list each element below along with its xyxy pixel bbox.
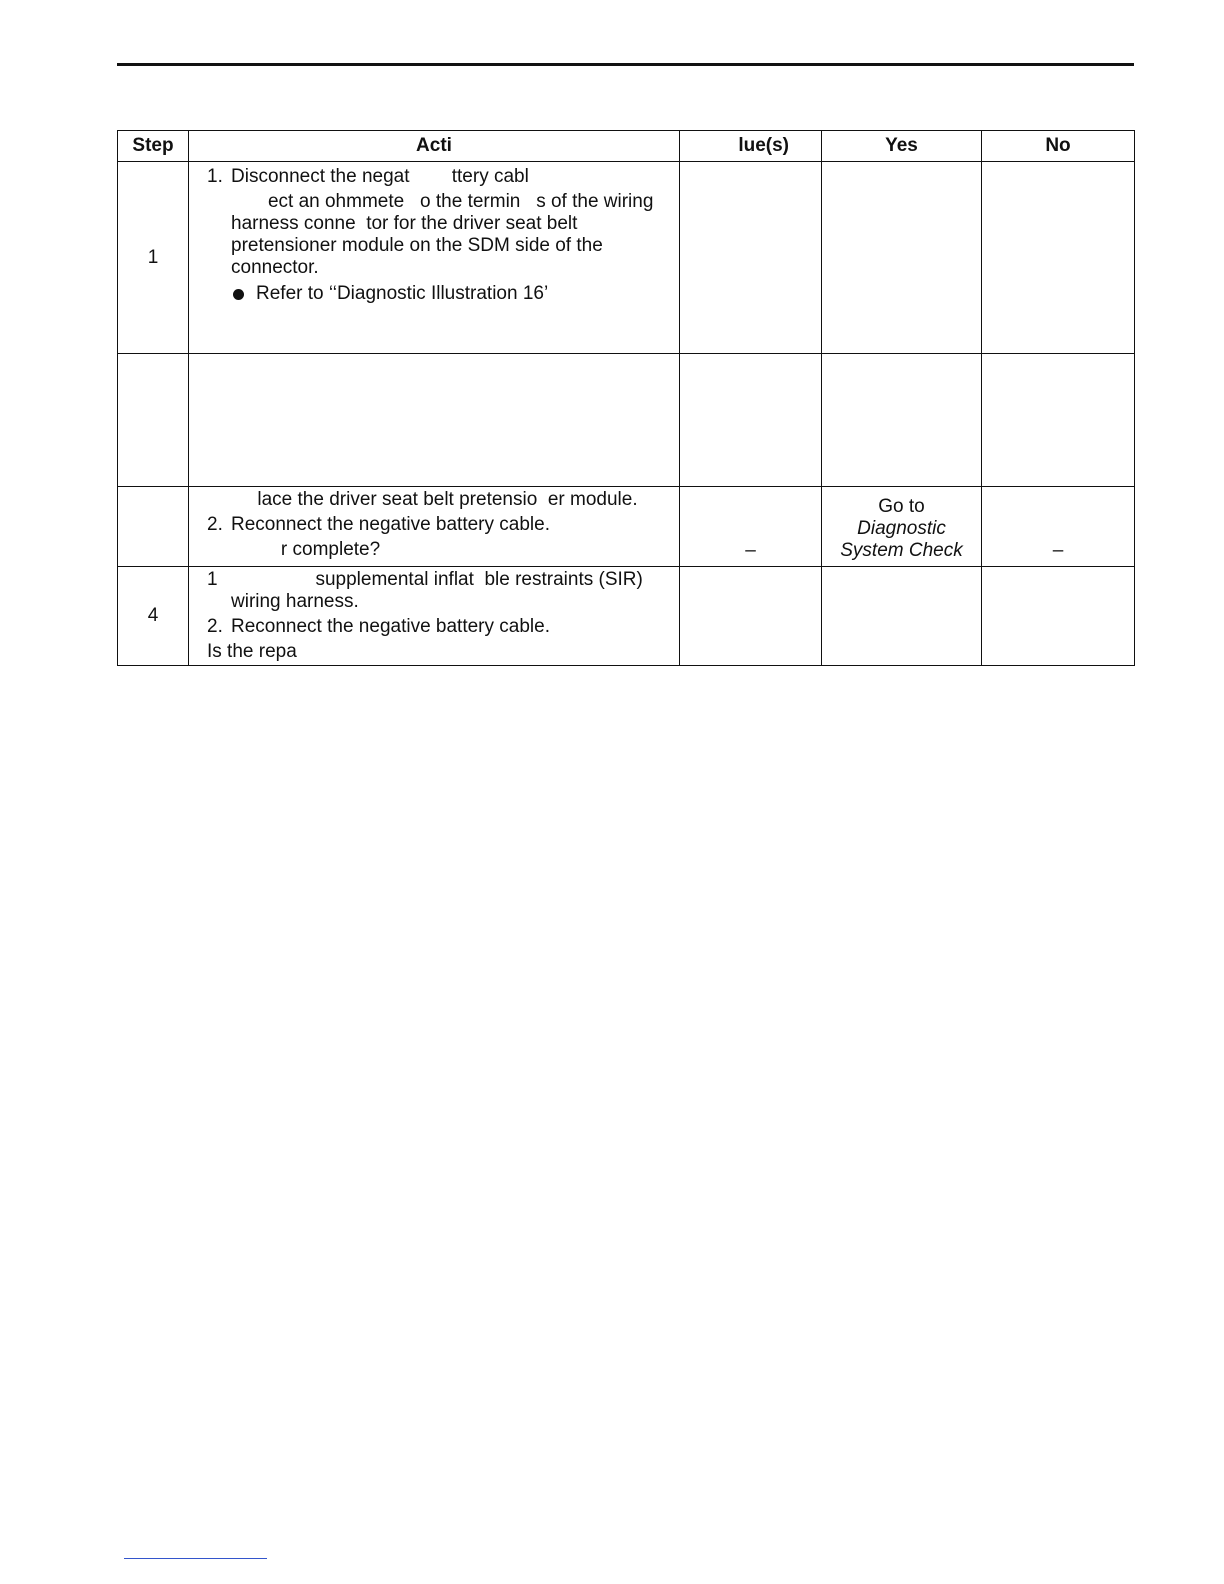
step-number: 4 <box>118 567 189 666</box>
question-text: r complete? <box>207 539 381 560</box>
item-text: Reconnect the negative battery cable. <box>231 514 550 535</box>
question-text: Is the repa <box>207 641 297 662</box>
values-cell: – <box>680 487 822 567</box>
header-no: No <box>982 131 1135 162</box>
no-cell: – <box>982 487 1135 567</box>
action-item <box>207 191 669 279</box>
header-rule <box>117 63 1134 66</box>
diagnostic-table <box>117 130 1135 666</box>
table-row <box>118 567 1135 666</box>
item-text: supplemental inflat ble restraints (SIR) wiring harness. <box>231 569 649 612</box>
item-text: Disconnect the negat ttery cabl <box>231 166 529 187</box>
action-item <box>207 166 669 188</box>
header-step: Step <box>118 131 189 162</box>
yes-goto: Go to <box>878 496 925 517</box>
action-item <box>207 514 669 536</box>
item-number: 1. <box>207 166 223 187</box>
header-action: Acti <box>189 131 680 162</box>
values-cell <box>680 354 822 487</box>
action-item <box>207 569 669 613</box>
table-row <box>118 487 1135 567</box>
values-cell <box>680 567 822 666</box>
action-cell <box>189 162 680 354</box>
bullet-text: Refer to ‘‘Diagnostic Illustration 16’ <box>256 283 549 304</box>
item-number <box>207 489 231 511</box>
action-cell <box>189 567 680 666</box>
table-row <box>118 354 1135 487</box>
item-text: lace the driver seat belt pretensio er module. <box>231 489 638 510</box>
no-cell <box>982 567 1135 666</box>
yes-cell <box>822 354 982 487</box>
values-cell <box>680 162 822 354</box>
no-cell <box>982 162 1135 354</box>
item-text: ect an ohmmete o the termin s of the wiring harness conne tor for the driver seat belt pretensioner module on the SDM side of the connector. <box>231 191 659 278</box>
no-cell <box>982 354 1135 487</box>
step-number <box>118 354 189 487</box>
step-number <box>118 487 189 567</box>
yes-cell <box>822 567 982 666</box>
yes-link-line1[interactable]: Diagnostic <box>857 518 946 539</box>
yes-cell <box>822 162 982 354</box>
action-cell <box>189 487 680 567</box>
action-item <box>207 489 669 511</box>
footer-link-underline <box>124 1558 267 1559</box>
table-header-row <box>118 131 1135 162</box>
header-yes: Yes <box>822 131 982 162</box>
step-number: 1 <box>118 162 189 354</box>
bullet-icon <box>233 289 244 300</box>
action-item <box>207 616 669 638</box>
item-number: 1 <box>207 569 218 590</box>
item-number: 2. <box>207 616 223 637</box>
header-values: lue(s) <box>680 131 822 162</box>
yes-link-line2[interactable]: System Check <box>840 540 963 561</box>
table-row <box>118 162 1135 354</box>
bullet-item <box>231 283 669 305</box>
item-number <box>207 191 231 279</box>
item-text: Reconnect the negative battery cable. <box>231 616 550 637</box>
action-cell <box>189 354 680 487</box>
item-number: 2. <box>207 514 223 535</box>
yes-cell <box>822 487 982 567</box>
